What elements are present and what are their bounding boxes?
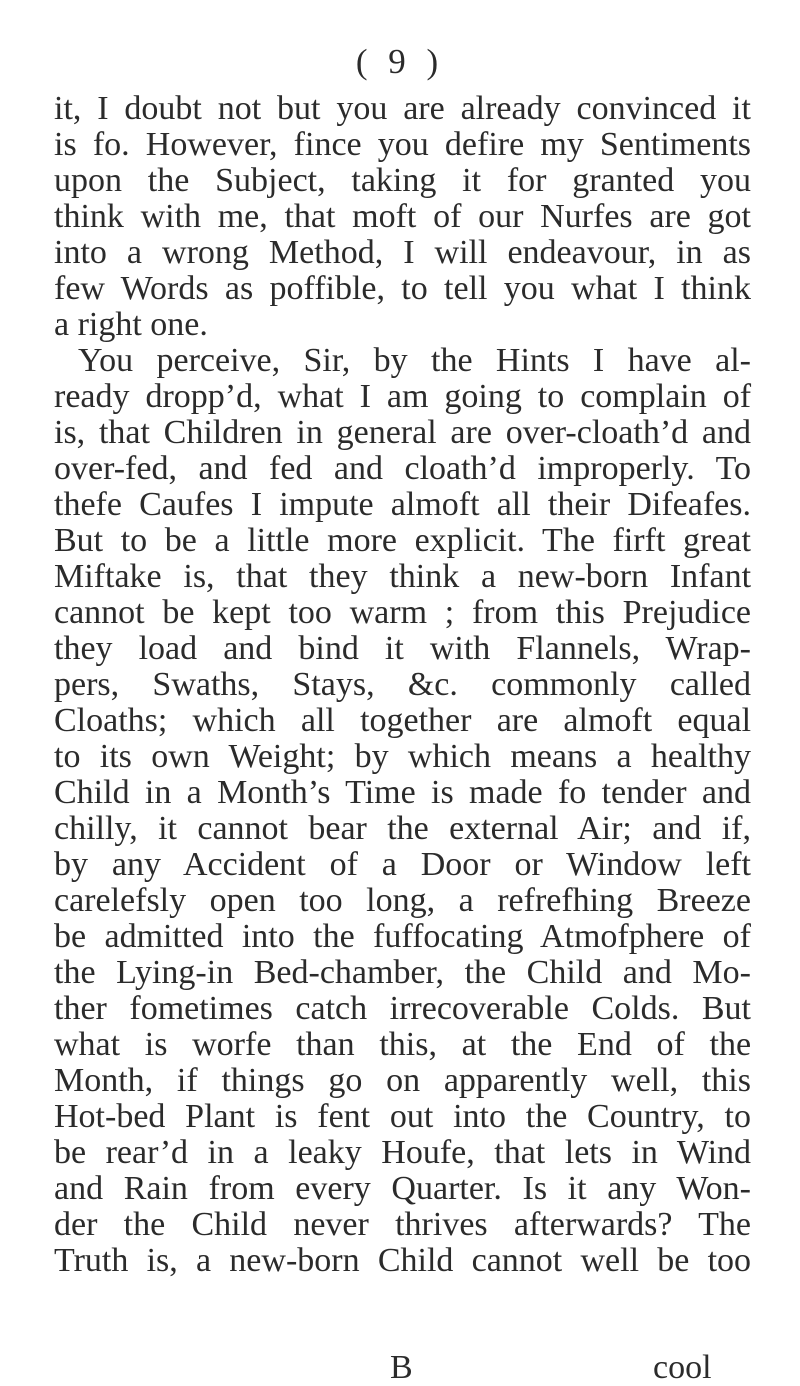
page-number: ( 9 ) — [355, 42, 445, 81]
text-line: be rear’d in a leaky Houfe, that lets in Wind — [54, 1134, 752, 1171]
text-line: ready dropp’d, what I am going to complain of — [54, 378, 752, 415]
text-line: over-fed, and fed and cloath’d improperly. To — [54, 450, 751, 487]
text-line: into a wrong Method, I will endeavour, in as — [54, 234, 752, 271]
catchword: cool — [653, 1349, 712, 1386]
text-line: Month, if things go on apparently well, this — [54, 1062, 751, 1099]
text-line: and Rain from every Quarter. Is it any Won- — [54, 1170, 752, 1207]
text-line: pers, Swaths, Stays, &c. commonly called — [54, 666, 751, 703]
page-footer — [0, 1348, 800, 1386]
text-line: to its own Weight; by which means a healthy — [54, 738, 751, 775]
text-line: Child in a Month’s Time is made fo tender and — [54, 774, 751, 811]
text-line: a right one. — [54, 306, 208, 343]
text-line: is, that Children in general are over-cloath’d and — [54, 414, 751, 451]
text-line: chilly, it cannot bear the external Air; and if, — [54, 810, 751, 847]
text-line: But to be a little more explicit. The firft great — [54, 522, 751, 559]
text-line: be admitted into the fuffocating Atmofphere of — [54, 918, 751, 955]
text-line: is fo. However, fince you defire my Sentiments — [54, 126, 752, 163]
signature-mark: B — [390, 1349, 413, 1386]
text-line: Hot-bed Plant is fent out into the Country, to — [54, 1098, 751, 1135]
text-line: what is worfe than this, at the End of the — [54, 1026, 752, 1063]
text-line: You perceive, Sir, by the Hints I have al- — [78, 342, 751, 379]
text-line: think with me, that moft of our Nurfes are got — [54, 198, 751, 235]
text-line: Truth is, a new-born Child cannot well be too — [54, 1242, 752, 1279]
text-line: it, I doubt not but you are already convinced it — [54, 90, 751, 127]
text-line: thefe Caufes I impute almoft all their Difeafes. — [54, 486, 751, 523]
text-line: Cloaths; which all together are almoft equal — [54, 702, 752, 739]
text-line: Miftake is, that they think a new-born Infant — [54, 558, 752, 595]
text-line: der the Child never thrives afterwards? The — [54, 1206, 751, 1243]
text-line: they load and bind it with Flannels, Wrap- — [54, 630, 752, 667]
text-line: upon the Subject, taking it for granted you — [54, 162, 752, 199]
text-line: ther fometimes catch irrecoverable Colds. But — [54, 990, 751, 1027]
text-line: the Lying-in Bed-chamber, the Child and Mo- — [54, 954, 751, 991]
text-line: carelefsly open too long, a refrefhing Breeze — [54, 882, 751, 919]
text-line: few Words as poffible, to tell you what I think — [54, 270, 751, 307]
text-line: cannot be kept too warm ; from this Prejudice — [54, 594, 752, 631]
text-line: by any Accident of a Door or Window left — [54, 846, 752, 883]
